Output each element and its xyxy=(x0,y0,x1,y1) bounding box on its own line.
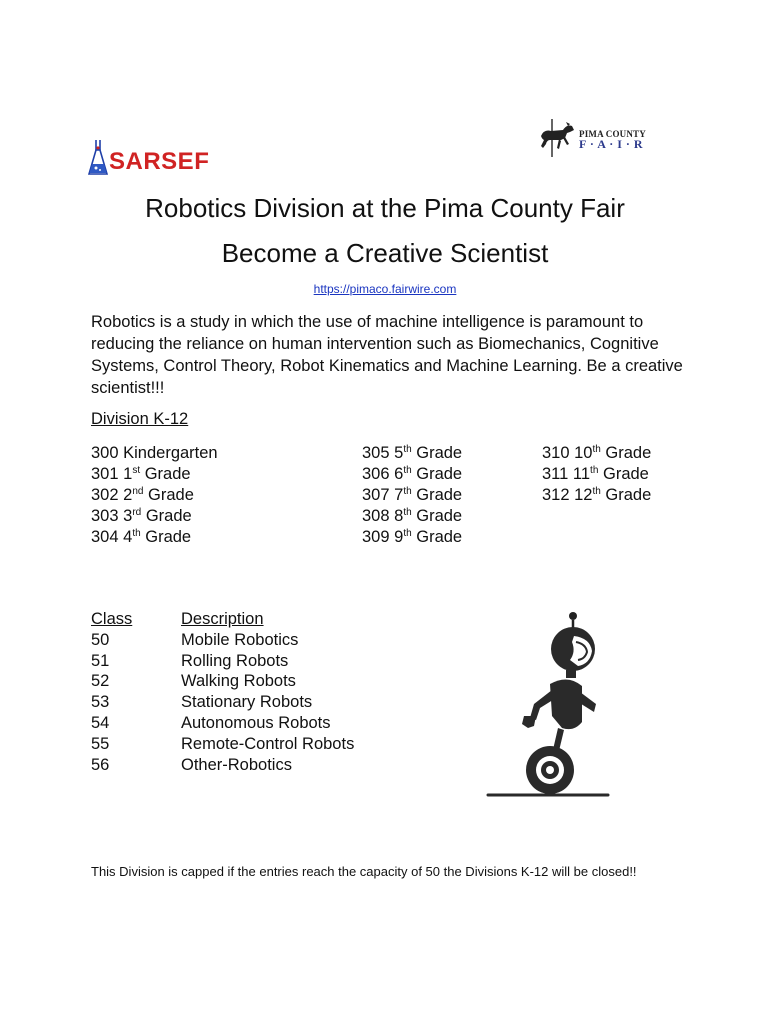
grade-item xyxy=(91,506,218,527)
page-subtitle: Become a Creative Scientist xyxy=(221,238,549,268)
grade-label: Grade xyxy=(145,528,192,546)
grade-item xyxy=(362,443,462,464)
grades-column-1 xyxy=(91,443,218,548)
flask-icon xyxy=(88,138,108,178)
class-row xyxy=(91,671,354,692)
grade-number: 6 xyxy=(394,465,404,483)
grade-number: 3 xyxy=(123,507,133,525)
grade-suffix: th xyxy=(592,486,601,497)
division-heading: Division K-12 xyxy=(91,410,189,428)
class-row xyxy=(91,651,354,672)
grade-suffix: th xyxy=(132,528,141,539)
grade-item xyxy=(91,527,218,548)
grade-suffix: th xyxy=(403,486,412,497)
fairwire-link[interactable]: https://pimaco.fairwire.com xyxy=(313,282,457,296)
grade-label: Grade xyxy=(605,444,652,462)
grade-code: 308 xyxy=(362,507,390,525)
grade-number: 8 xyxy=(394,507,404,525)
class-row xyxy=(91,734,354,755)
grade-suffix: th xyxy=(403,444,412,455)
grade-suffix: rd xyxy=(132,507,142,518)
class-description: Rolling Robots xyxy=(181,651,289,670)
grade-code: 305 xyxy=(362,444,390,462)
class-code: 56 xyxy=(91,755,110,774)
grade-label: Grade xyxy=(605,486,652,504)
grade-label: Grade xyxy=(416,486,463,504)
grade-number: 9 xyxy=(394,528,404,546)
grade-code: 303 xyxy=(91,507,119,525)
grades-column-2 xyxy=(362,443,462,548)
class-description: Walking Robots xyxy=(181,672,296,691)
grade-number: 10 xyxy=(574,444,593,462)
grade-item xyxy=(362,485,462,506)
class-description: Mobile Robotics xyxy=(181,630,299,649)
class-code: 51 xyxy=(91,651,110,670)
grade-number: 12 xyxy=(574,486,593,504)
grade-item xyxy=(542,464,651,485)
class-description: Stationary Robots xyxy=(181,693,313,712)
page-title: Robotics Division at the Pima County Fair xyxy=(145,193,625,223)
description-header: Description xyxy=(181,610,264,628)
grade-suffix: th xyxy=(403,528,412,539)
grade-suffix: nd xyxy=(132,486,144,497)
pima-logo-line2: F · A · I · R xyxy=(579,137,644,151)
class-description: Other-Robotics xyxy=(181,755,292,774)
grade-item xyxy=(362,464,462,485)
class-code: 54 xyxy=(91,713,110,732)
grade-label: Grade xyxy=(416,444,463,462)
grade-code: 300 xyxy=(91,444,119,462)
grade-code: 301 xyxy=(91,465,119,483)
sarsef-logo-text: SARSEF xyxy=(109,148,210,175)
grade-label: Grade xyxy=(416,507,463,525)
pima-logo-line1: PIMA COUNTY xyxy=(579,129,646,139)
intro-paragraph: Robotics is a study in which the use of machine intelligence is paramount to reducing the reliance on human intervention such as Biomechanics, Cognitive Systems, Control Theory, Robot Kinematics and Machine Learning. Be a creative scientist!!! xyxy=(91,313,683,397)
class-code: 52 xyxy=(91,672,110,691)
grade-label: Grade xyxy=(148,486,194,504)
grade-code: 311 xyxy=(542,465,569,483)
grade-suffix: th xyxy=(403,507,412,518)
class-description: Remote-Control Robots xyxy=(181,734,355,753)
grade-code: 309 xyxy=(362,528,390,546)
grade-item xyxy=(91,464,218,485)
class-code: 50 xyxy=(91,630,110,649)
grade-number: 11 xyxy=(572,465,591,483)
class-code: 55 xyxy=(91,734,110,753)
class-row xyxy=(91,630,354,651)
grades-column-3 xyxy=(542,443,651,506)
grade-code: 310 xyxy=(542,444,570,462)
grade-label: Grade xyxy=(416,528,463,546)
grade-number: 7 xyxy=(394,486,404,504)
class-description: Autonomous Robots xyxy=(181,713,331,732)
grade-item xyxy=(542,485,651,506)
class-code: 53 xyxy=(91,693,110,712)
class-row xyxy=(91,692,354,713)
grade-suffix: th xyxy=(403,465,412,476)
class-table xyxy=(91,609,354,775)
grade-item xyxy=(362,527,462,548)
class-header: Class xyxy=(91,610,133,628)
grade-number: 5 xyxy=(394,444,404,462)
class-row xyxy=(91,713,354,734)
grade-label: Grade xyxy=(602,465,649,483)
grade-suffix: th xyxy=(590,465,599,476)
unicycle-robot-icon xyxy=(478,604,620,802)
grade-label: Grade xyxy=(145,507,192,525)
grade-item xyxy=(542,443,651,464)
carousel-horse-icon xyxy=(537,118,581,158)
sarsef-logo xyxy=(88,138,209,178)
grade-label: Grade xyxy=(416,465,463,483)
grade-number: 2 xyxy=(123,486,133,504)
pima-county-fair-logo xyxy=(537,118,649,158)
grade-suffix: st xyxy=(132,465,141,476)
class-row xyxy=(91,755,354,776)
grade-suffix: th xyxy=(592,444,601,455)
grade-code: 302 xyxy=(91,486,119,504)
capacity-note: This Division is capped if the entries reach the capacity of 50 the Divisions K-12 will be closed!! xyxy=(91,864,637,879)
grade-label: Grade xyxy=(144,465,191,483)
grade-number: 1 xyxy=(123,465,133,483)
grade-code: 304 xyxy=(91,528,119,546)
grade-item xyxy=(362,506,462,527)
grade-code: 307 xyxy=(362,486,390,504)
grade-label: Kindergarten xyxy=(123,444,218,462)
grade-number: 4 xyxy=(123,528,133,546)
grade-item xyxy=(91,485,218,506)
class-table-header xyxy=(91,609,354,630)
grade-code: 306 xyxy=(362,465,390,483)
grade-code: 312 xyxy=(542,486,570,504)
grade-item xyxy=(91,443,218,464)
